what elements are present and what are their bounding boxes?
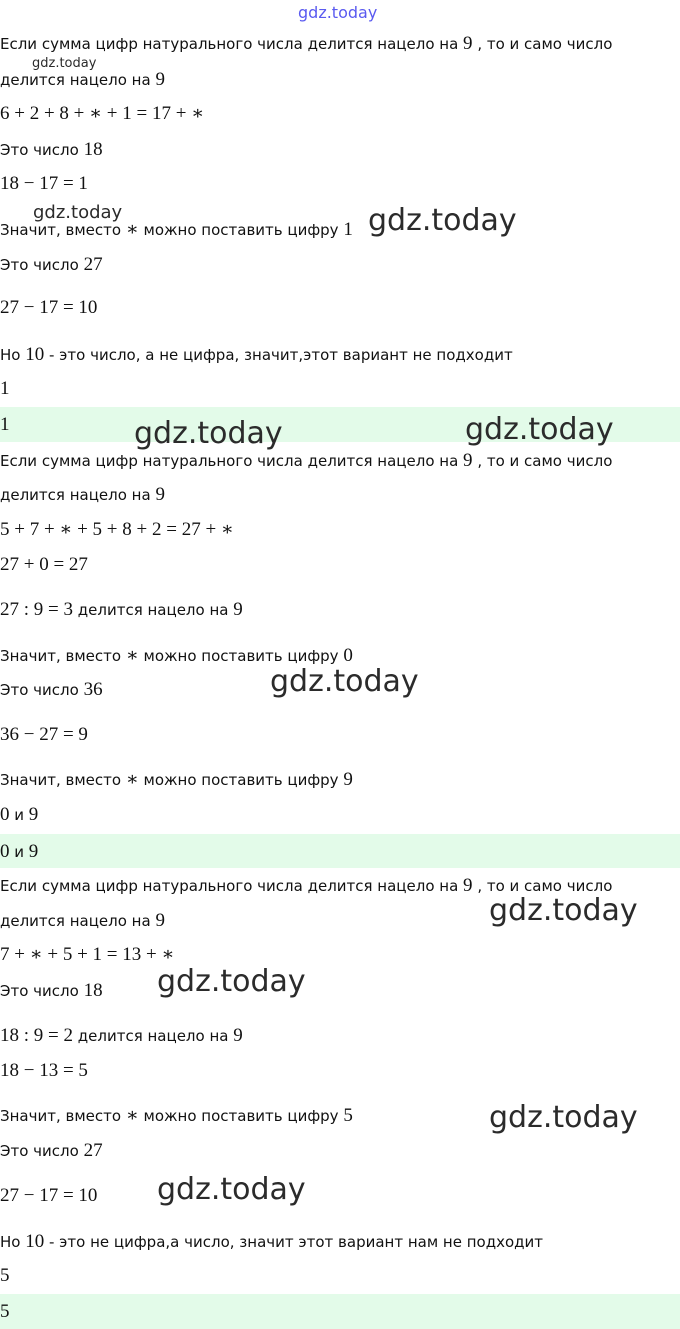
- case-number: 36: [83, 679, 103, 700]
- rule-line: [0, 451, 612, 471]
- watermark: gdz.today: [298, 3, 378, 22]
- rule-text-end: , то и само число: [472, 877, 613, 895]
- result: 1: [0, 378, 10, 399]
- conclusion-text: можно поставить цифру: [138, 771, 344, 789]
- equation: 7 + ∗ + 5 + 1 = 13 + ∗: [0, 944, 175, 965]
- star-symbol: ∗: [125, 1105, 139, 1126]
- case-label: Это число: [0, 982, 84, 1000]
- case-number: 18: [83, 139, 103, 160]
- conclusion-text: Значит, вместо: [0, 647, 126, 665]
- equation: 18 − 13 = 5: [0, 1060, 88, 1081]
- divisor: 9: [233, 1025, 243, 1046]
- case-label: Это число: [0, 1142, 84, 1160]
- rule-number: 9: [155, 69, 165, 90]
- case-line: [0, 255, 103, 275]
- rule-number: 9: [463, 875, 473, 896]
- note-number: 10: [25, 344, 45, 365]
- division-line: [0, 1026, 243, 1046]
- equation: 27 : 9 = 3: [0, 599, 73, 620]
- note-line: [0, 345, 513, 365]
- rule-number: 9: [155, 910, 165, 931]
- watermark: gdz.today: [32, 56, 97, 71]
- equation: 18 : 9 = 2: [0, 1025, 73, 1046]
- answer: [0, 842, 38, 862]
- equation: 27 + 0 = 27: [0, 554, 88, 575]
- rule-line-2: [0, 911, 165, 931]
- conclusion-digit: 0: [343, 645, 353, 666]
- note-line: [0, 1232, 543, 1252]
- note-text: Но: [0, 1233, 26, 1251]
- watermark: gdz.today: [489, 893, 638, 928]
- watermark: gdz.today: [270, 664, 419, 699]
- rule-line-2: [0, 70, 165, 90]
- rule-text: делится нацело на: [0, 486, 156, 504]
- conclusion-text: Значит, вместо: [0, 221, 126, 239]
- conclusion-digit: 5: [343, 1105, 353, 1126]
- star-symbol: ∗: [125, 645, 139, 666]
- star-symbol: ∗: [125, 769, 139, 790]
- note-text: - это не цифра,а число, значит этот вариант нам не подходит: [44, 1233, 543, 1251]
- watermark: gdz.today: [157, 1172, 306, 1207]
- conclusion-line: [0, 220, 353, 240]
- conclusion-text: Значит, вместо: [0, 1107, 126, 1125]
- result: [0, 805, 38, 825]
- equation: 27 − 17 = 10: [0, 1185, 98, 1206]
- watermark: gdz.today: [368, 203, 517, 238]
- result-and: и: [9, 806, 29, 824]
- rule-line: [0, 34, 612, 54]
- rule-number: 9: [155, 484, 165, 505]
- rule-text-end: , то и само число: [472, 452, 613, 470]
- note-number: 10: [25, 1231, 45, 1252]
- answer-digit: 0: [0, 841, 10, 862]
- result-digit: 0: [0, 804, 10, 825]
- answer-band-2: [0, 834, 680, 868]
- case-number: 27: [83, 1140, 103, 1161]
- answer-and: и: [9, 843, 29, 861]
- watermark: gdz.today: [465, 412, 614, 447]
- note-text: Но: [0, 346, 26, 364]
- case-label: Это число: [0, 256, 84, 274]
- rule-text: Если сумма цифр натурального числа делится нацело на: [0, 452, 464, 470]
- case-line: [0, 981, 103, 1001]
- star-symbol: ∗: [125, 219, 139, 240]
- equation: 27 − 17 = 10: [0, 297, 98, 318]
- division-text: делится нацело на: [73, 601, 234, 619]
- conclusion-digit: 1: [343, 219, 353, 240]
- note-text: - это число, а не цифра, значит,этот вариант не подходит: [44, 346, 513, 364]
- result: 5: [0, 1265, 10, 1286]
- conclusion-line: [0, 770, 353, 790]
- case-label: Это число: [0, 681, 84, 699]
- rule-text-end: , то и само число: [472, 35, 613, 53]
- case-line: [0, 680, 103, 700]
- answer: 5: [0, 1301, 10, 1322]
- equation: 18 − 17 = 1: [0, 173, 88, 194]
- equation: 36 − 27 = 9: [0, 724, 88, 745]
- conclusion-text: Значит, вместо: [0, 771, 126, 789]
- conclusion-digit: 9: [343, 769, 353, 790]
- rule-number: 9: [463, 450, 473, 471]
- answer-band-3: [0, 1294, 680, 1329]
- answer-digit: 9: [28, 841, 39, 862]
- answer: 1: [0, 414, 10, 435]
- conclusion-text: можно поставить цифру: [138, 221, 344, 239]
- rule-line-2: [0, 485, 165, 505]
- case-number: 27: [83, 254, 103, 275]
- equation: 6 + 2 + 8 + ∗ + 1 = 17 + ∗: [0, 103, 205, 124]
- watermark: gdz.today: [489, 1100, 638, 1135]
- conclusion-line: [0, 1106, 353, 1126]
- watermark: gdz.today: [134, 416, 283, 451]
- rule-text: Если сумма цифр натурального числа делится нацело на: [0, 877, 464, 895]
- divisor: 9: [233, 599, 243, 620]
- case-number: 18: [83, 980, 103, 1001]
- rule-number: 9: [463, 33, 473, 54]
- watermark: gdz.today: [157, 964, 306, 999]
- result-digit: 9: [28, 804, 39, 825]
- watermark: gdz.today: [33, 202, 123, 223]
- conclusion-text: можно поставить цифру: [138, 1107, 344, 1125]
- case-line: [0, 140, 103, 160]
- conclusion-line: [0, 646, 353, 666]
- rule-text: делится нацело на: [0, 71, 156, 89]
- rule-text: делится нацело на: [0, 912, 156, 930]
- conclusion-text: можно поставить цифру: [138, 647, 344, 665]
- equation: 5 + 7 + ∗ + 5 + 8 + 2 = 27 + ∗: [0, 519, 234, 540]
- division-line: [0, 600, 243, 620]
- case-label: Это число: [0, 141, 84, 159]
- case-line: [0, 1141, 103, 1161]
- rule-text: Если сумма цифр натурального числа делится нацело на: [0, 35, 464, 53]
- division-text: делится нацело на: [73, 1027, 234, 1045]
